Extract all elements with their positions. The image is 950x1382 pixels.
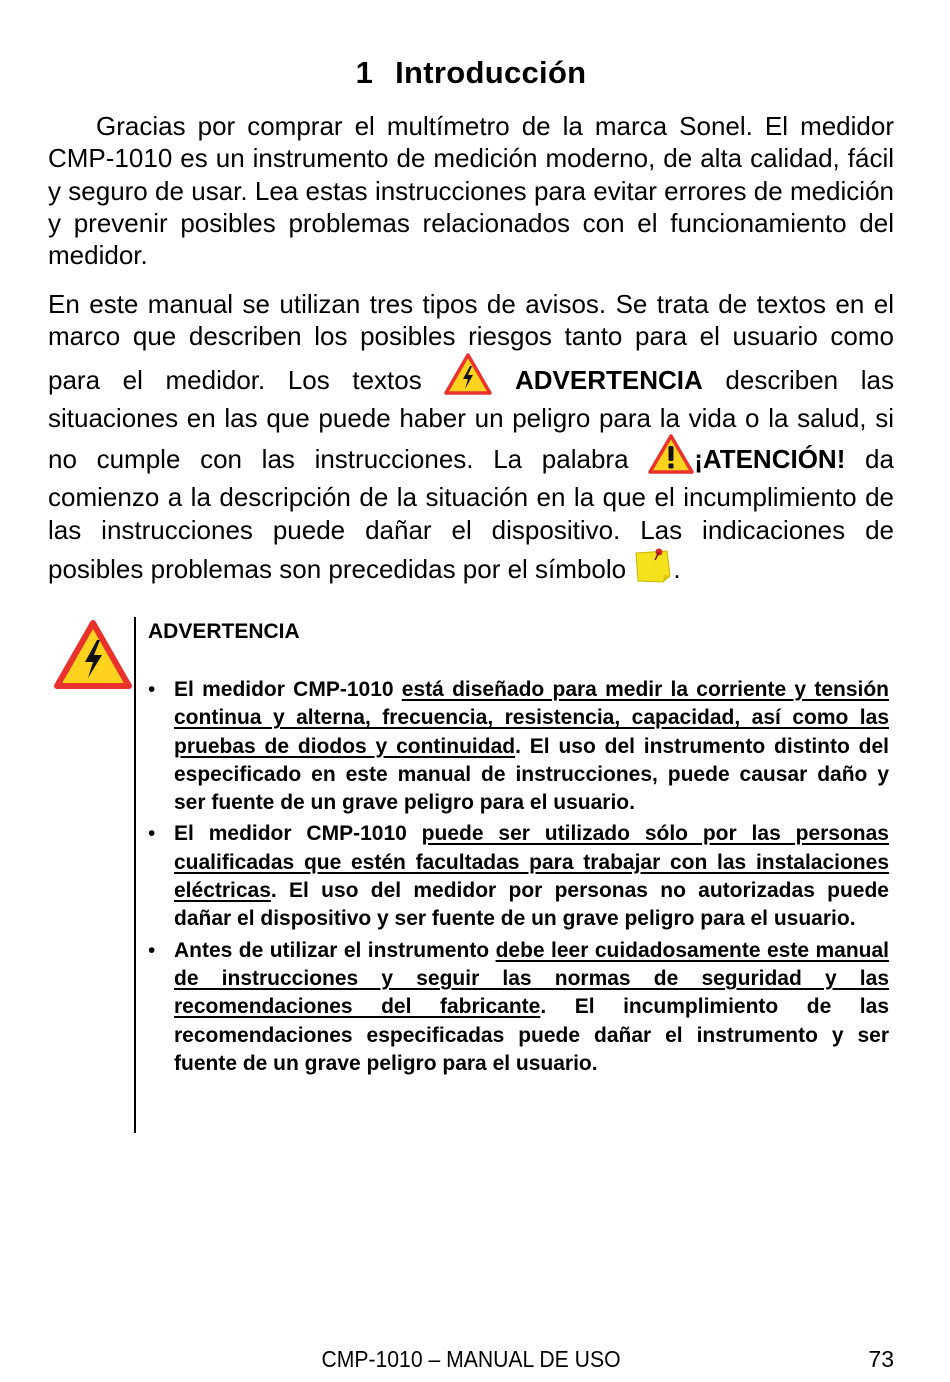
warning-title: ADVERTENCIA: [148, 620, 300, 643]
sticky-note-icon: [633, 546, 673, 591]
exclamation-warning-icon: [648, 434, 694, 481]
notices-text-1: En este manual se utilizan tres tipos de avisos. Se trata de textos en el marco que describen los posibles riesgos tanto para el usuario como para el medidor. Los textos: [48, 289, 894, 395]
warning-item-underlined: debe leer cuidadosamente este manual de instrucciones y seguir las normas de seguridad y las recomendaciones del fabricante: [174, 938, 889, 1019]
warning-box: [48, 617, 894, 1133]
warning-item-underlined: está diseñado para medir la corriente y tensión continua y alterna, frecuencia, resistencia, capacidad, así como las pruebas de diodos y continuidad: [174, 678, 889, 758]
notices-text-3: da comienzo a la descripción de la situación en la que el incumplimiento de las instrucciones puede dañar el dispositivo. Las indicaciones de posibles problemas son precedidas por el símbolo: [48, 444, 894, 585]
warning-item-rest: . El incumplimiento de las recomendaciones especificadas puede dañar el instrumento y ser fuente de un grave peligro para el usuario.: [174, 995, 890, 1075]
warning-divider: [134, 617, 136, 1133]
warning-item: [148, 937, 889, 1078]
warning-content: [148, 617, 889, 1081]
warning-item-underlined: puede ser utilizado sólo por las personas cualificadas que estén facultadas para trabajar con las instalaciones eléctricas: [174, 822, 889, 903]
warning-item-lead: El medidor CMP-1010: [174, 678, 402, 701]
warning-item: [148, 676, 889, 817]
atencion-label: ¡ATENCIÓN!: [694, 444, 846, 475]
warning-list: [148, 676, 889, 1078]
high-voltage-warning-icon: [444, 353, 492, 402]
notices-paragraph: [48, 288, 894, 591]
section-number: 1: [355, 55, 374, 90]
notices-text-2: describen las situaciones en las que puede haber un peligro para la vida o la salud, si no cumple con las instrucciones. La palabra: [48, 364, 894, 475]
page-number: 73: [868, 1346, 894, 1372]
intro-paragraph: [48, 110, 894, 271]
warning-item-rest: . El uso del instrumento distinto del especificado en este manual de instrucciones, puede causar daño y ser fuente de un grave peligro para el usuario.: [174, 734, 889, 815]
notices-end: .: [673, 554, 681, 585]
warning-item: [148, 820, 889, 933]
warning-item-rest: . El uso del medidor por personas no autorizadas puede dañar el dispositivo y ser fuente de un grave peligro para el usuario.: [174, 879, 889, 931]
intro-text: Gracias por comprar el multímetro de la marca Sonel. El medidor CMP-1010 es un instrumento de medición moderno, de alta calidad, fácil y seguro de usar. Lea estas instrucciones para evitar errores de medición y prevenir posibles problemas relacionados con el funcionamiento del medidor.: [48, 111, 894, 271]
section-heading: [48, 55, 894, 91]
warning-item-lead: El medidor CMP-1010: [174, 822, 422, 846]
footer-title: CMP-1010 – MANUAL DE USO: [321, 1346, 621, 1372]
high-voltage-warning-icon: [54, 620, 132, 695]
advertencia-label: ADVERTENCIA: [514, 364, 703, 395]
warning-item-lead: Antes de utilizar el instrumento: [174, 938, 496, 962]
section-title: Introducción: [395, 55, 587, 90]
